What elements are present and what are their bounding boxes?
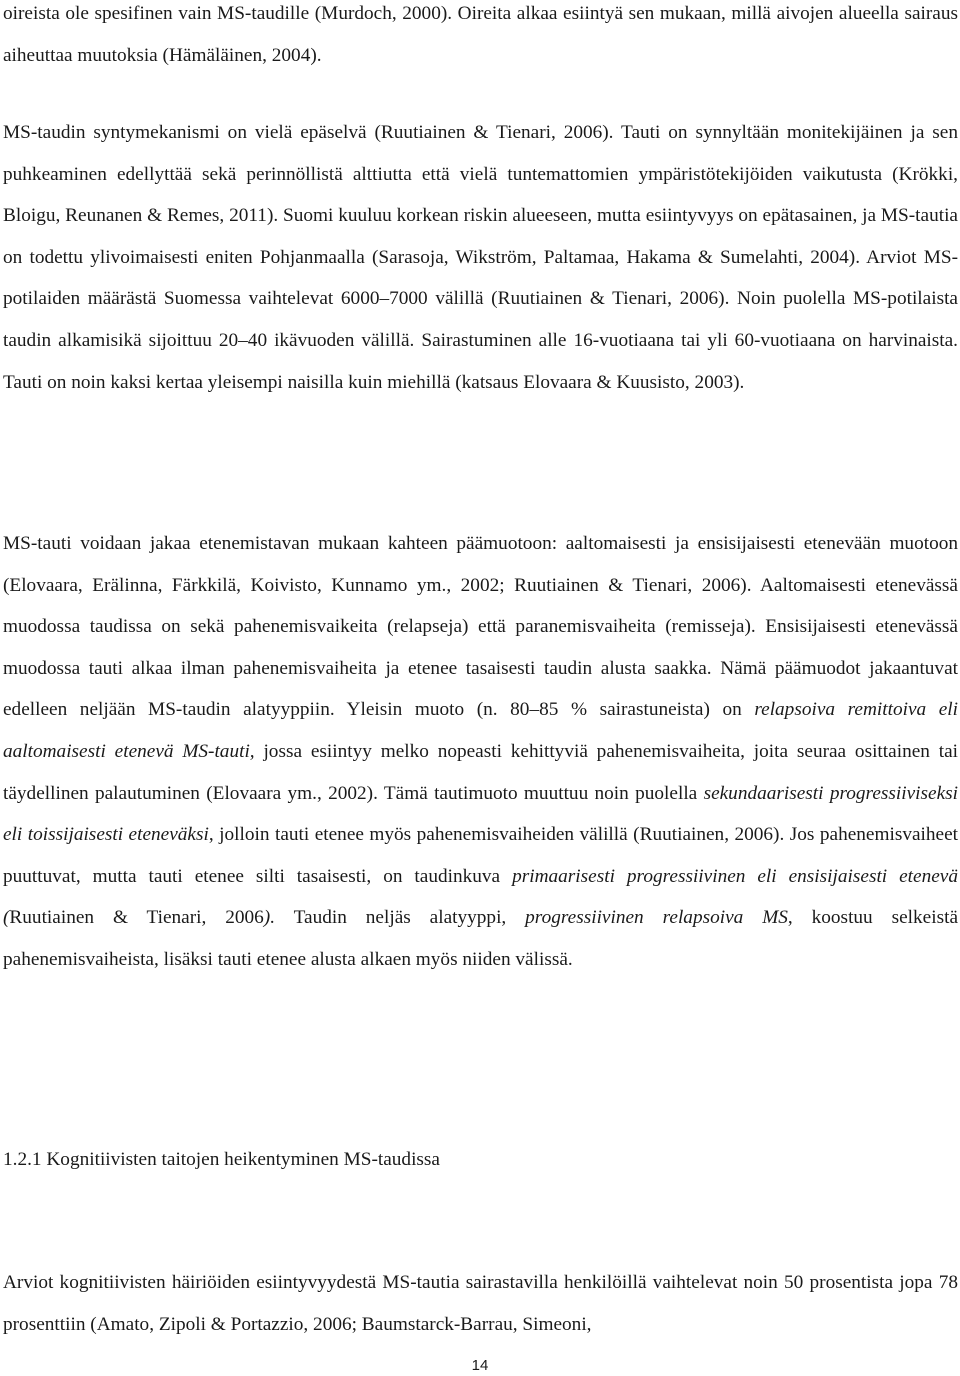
text-run: Ruutiainen & Tienari, 2006 (9, 907, 264, 929)
page-number: 14 (471, 1357, 489, 1374)
paragraph-ms-mechanism (3, 112, 958, 403)
text-run: , koostuu selkeistä pahenemisvaiheista, lisäksi tauti etenee alusta alkaen myös niiden välissä. (3, 907, 959, 970)
text-run: Arviot kognitiivisten häiriöiden esiintyvyydestä MS-tautia sairastavilla henkilöillä vaihtelevat noin 50 prosentista jopa 78 prosenttiin (Amato, Zipoli & Portazzio, 2006; Baumstarck-Barrau, Simeoni, (3, 1272, 958, 1335)
italic-text-run: ). (263, 907, 276, 929)
paragraph-ms-forms (3, 523, 958, 981)
italic-text-run: primaarisesti progressiivinen eli ensisijaisesti etenevä ( (3, 865, 958, 929)
section-heading: 1.2.1 Kognitiivisten taitojen heikentyminen MS-taudissa (3, 1149, 440, 1170)
paragraph-intro-continuation (3, 0, 958, 76)
italic-text-run: relapsoiva remittoiva eli aaltomaisesti etenevä MS-tauti, (3, 699, 959, 762)
italic-text-run: sekundaarisesti progressiiviseksi eli toissijaisesti eteneväksi (3, 782, 959, 846)
text-run: jossa esiintyy melko nopeasti kehittyviä pahenemisvaiheita, joita seuraa osittainen tai täydellinen palautuminen (Elovaara ym., 2002). Tämä tautimuoto muuttuu noin puolella (3, 740, 958, 804)
text-run: MS-tauti voidaan jakaa etenemistavan mukaan kahteen päämuotoon: aaltomaisesti ja ensisijaisesti etenevään muotoon (Elovaara, Erälinna, Färkkilä, Koivisto, Kunnamo ym., 2002; Ruutiainen & Tienari, 2006). Aaltomaisesti etenevässä muodossa taudissa on sekä pahenemisvaikeita (relapseja) että paranemisvaiheita (remisseja). Ensisijaisesti etenevässä muodossa tauti alkaa ilman pahenemisvaiheita ja etenee tasaisesti taudin alusta saakka. Nämä päämuodot jakaantuvat edelleen neljään MS-taudin alatyyppiin. Yleisin muoto (n. 80–85 % sairastuneista) on (3, 533, 958, 721)
text-run: Taudin neljäs alatyyppi, (275, 907, 526, 929)
text-run: MS-taudin syntymekanismi on vielä epäselvä (Ruutiainen & Tienari, 2006). Tauti on synnyltään monitekijäinen ja sen puhkeaminen edellyttää sekä perinnöllistä alttiutta että vielä tuntemattomien ympäristötekijöiden vaikutusta (Krökki, Bloigu, Reunanen & Remes, 2011). Suomi kuuluu korkean riskin alueeseen, mutta esiintyvyys on epätasainen, ja MS-tautia on todettu ylivoimaisesti eniten Pohjanmaalla (Sarasoja, Wikström, Paltamaa, Hakama & Sumelahti, 2004). Arviot MS-potilaiden määrästä Suomessa vaihtelevat 6000–7000 välillä (Ruutiainen & Tienari, 2006). Noin puolella MS-potilaista taudin alkamisikä sijoittuu 20–40 ikävuoden välillä. Sairastuminen alle 16-vuotiaana tai yli 60-vuotiaana on harvinaista. Tauti on noin kaksi kertaa yleisempi naisilla kuin miehillä (katsaus Elovaara & Kuusisto, 2003). (3, 122, 958, 393)
paragraph-cognitive-prevalence (3, 1262, 958, 1345)
text-run: oireista ole spesifinen vain MS-taudille (Murdoch, 2000). Oireita alkaa esiintyä sen mukaan, millä aivojen alueella sairaus aiheuttaa muutoksia (Hämäläinen, 2004). (3, 3, 958, 66)
text-run: , jolloin tauti etenee myös pahenemisvaiheiden välillä (Ruutiainen, 2006). Jos pahenemisvaiheet puuttuvat, mutta tauti etenee silti tasaisesti, on taudinkuva (3, 824, 958, 887)
italic-text-run: progressiivinen relapsoiva MS (525, 907, 788, 929)
